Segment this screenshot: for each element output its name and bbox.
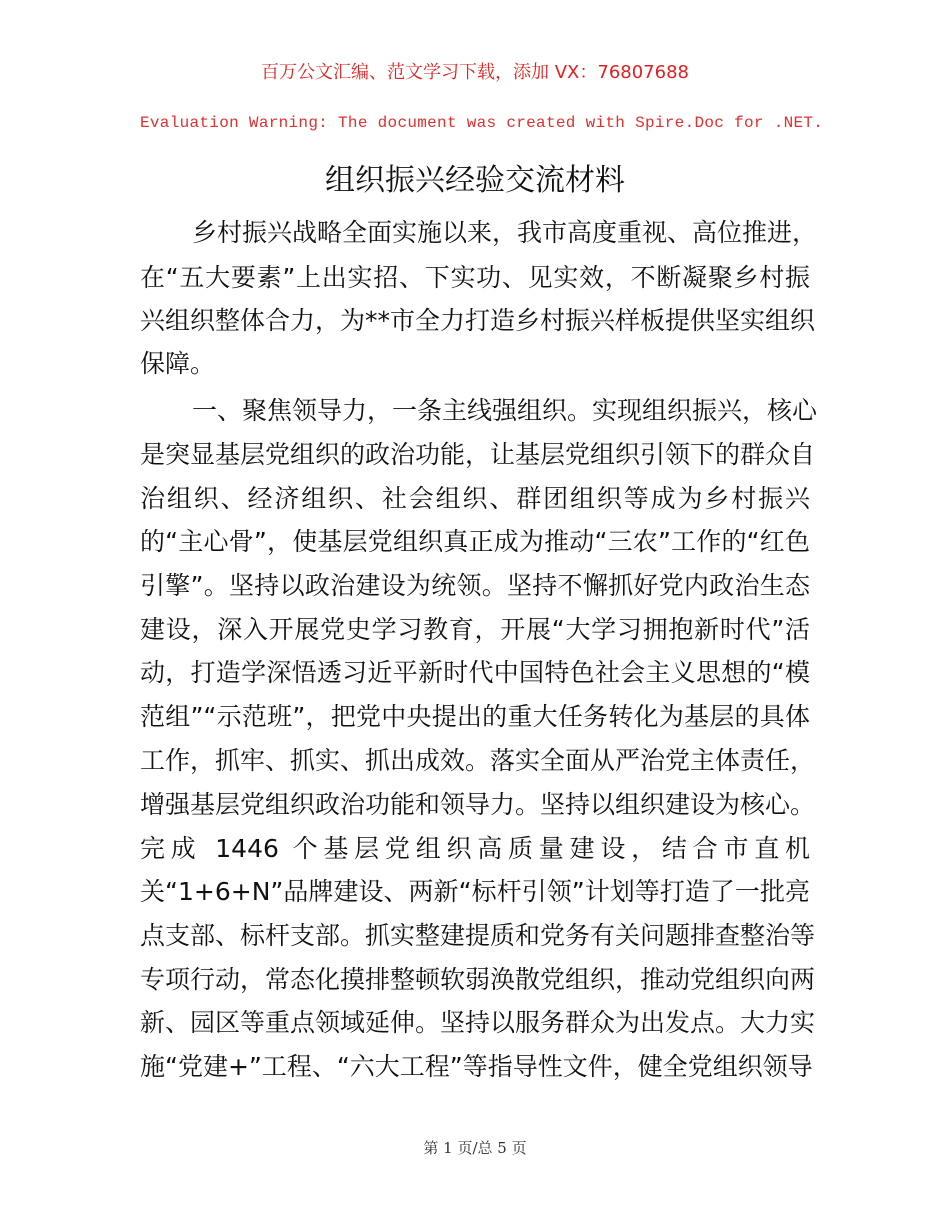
text-line: 治组织、经济组织、社会组织、群团组织等成为乡村振兴 <box>140 484 810 513</box>
page-footer: 第 1 页/总 5 页 <box>423 1139 527 1157</box>
text-line: 在“五大要素”上出实招、下实功、见实效，不断凝聚乡村振 <box>140 263 810 292</box>
text-line: 点支部、标杆支部。抓实整建提质和党务有关问题排查整治等 <box>140 921 816 950</box>
text-line: 保障。 <box>140 349 216 378</box>
evaluation-warning: Evaluation Warning: The document was created with Spire.Doc for .NET. <box>140 114 824 132</box>
text-line: 施“党建+”工程、“六大工程”等指导性文件，健全党组织领导 <box>140 1052 813 1081</box>
text-line: 建设，深入开展党史学习教育，开展“大学习拥抱新时代”活 <box>140 615 810 644</box>
text-line: 关“1+6+N”品牌建设、两新“标杆引领”计划等打造了一批亮 <box>140 877 810 906</box>
text-line: 的“主心骨”，使基层党组织真正成为推动“三农”工作的“红色 <box>140 527 810 556</box>
text-line: 专项行动，常态化摸排整顿软弱涣散党组织，推动党组织向两 <box>140 965 816 994</box>
text-line: 动，打造学深悟透习近平新时代中国特色社会主义思想的“模 <box>140 658 810 687</box>
text-line: 一、聚焦领导力，一条主线强组织。实现组织振兴，核心 <box>192 396 818 425</box>
text-line: 乡村振兴战略全面实施以来，我市高度重视、高位推进， <box>192 218 818 247</box>
text-line: 是突显基层党组织的政治功能，让基层党组织引领下的群众自 <box>140 440 816 469</box>
text-line: 引擎”。坚持以政治建设为统领。坚持不懈抓好党内政治生态 <box>140 571 810 600</box>
text-line: 工作，抓牢、抓实、抓出成效。落实全面从严治党主体责任， <box>140 746 816 775</box>
text-line: 增强基层党组织政治功能和领导力。坚持以组织建设为核心。 <box>140 790 816 819</box>
header-banner: 百万公文汇编、范文学习下载，添加 VX：76807688 <box>261 62 689 83</box>
text-line: 范组”“示范班”，把党中央提出的重大任务转化为基层的具体 <box>140 702 810 731</box>
document-title: 组织振兴经验交流材料 <box>325 163 625 198</box>
text-line: 兴组织整体合力，为**市全力打造乡村振兴样板提供坚实组织 <box>140 306 816 335</box>
text-line: 完成 1446 个基层党组织高质量建设，结合市直机 <box>140 834 810 863</box>
text-line: 新、园区等重点领域延伸。坚持以服务群众为出发点。大力实 <box>140 1008 816 1037</box>
